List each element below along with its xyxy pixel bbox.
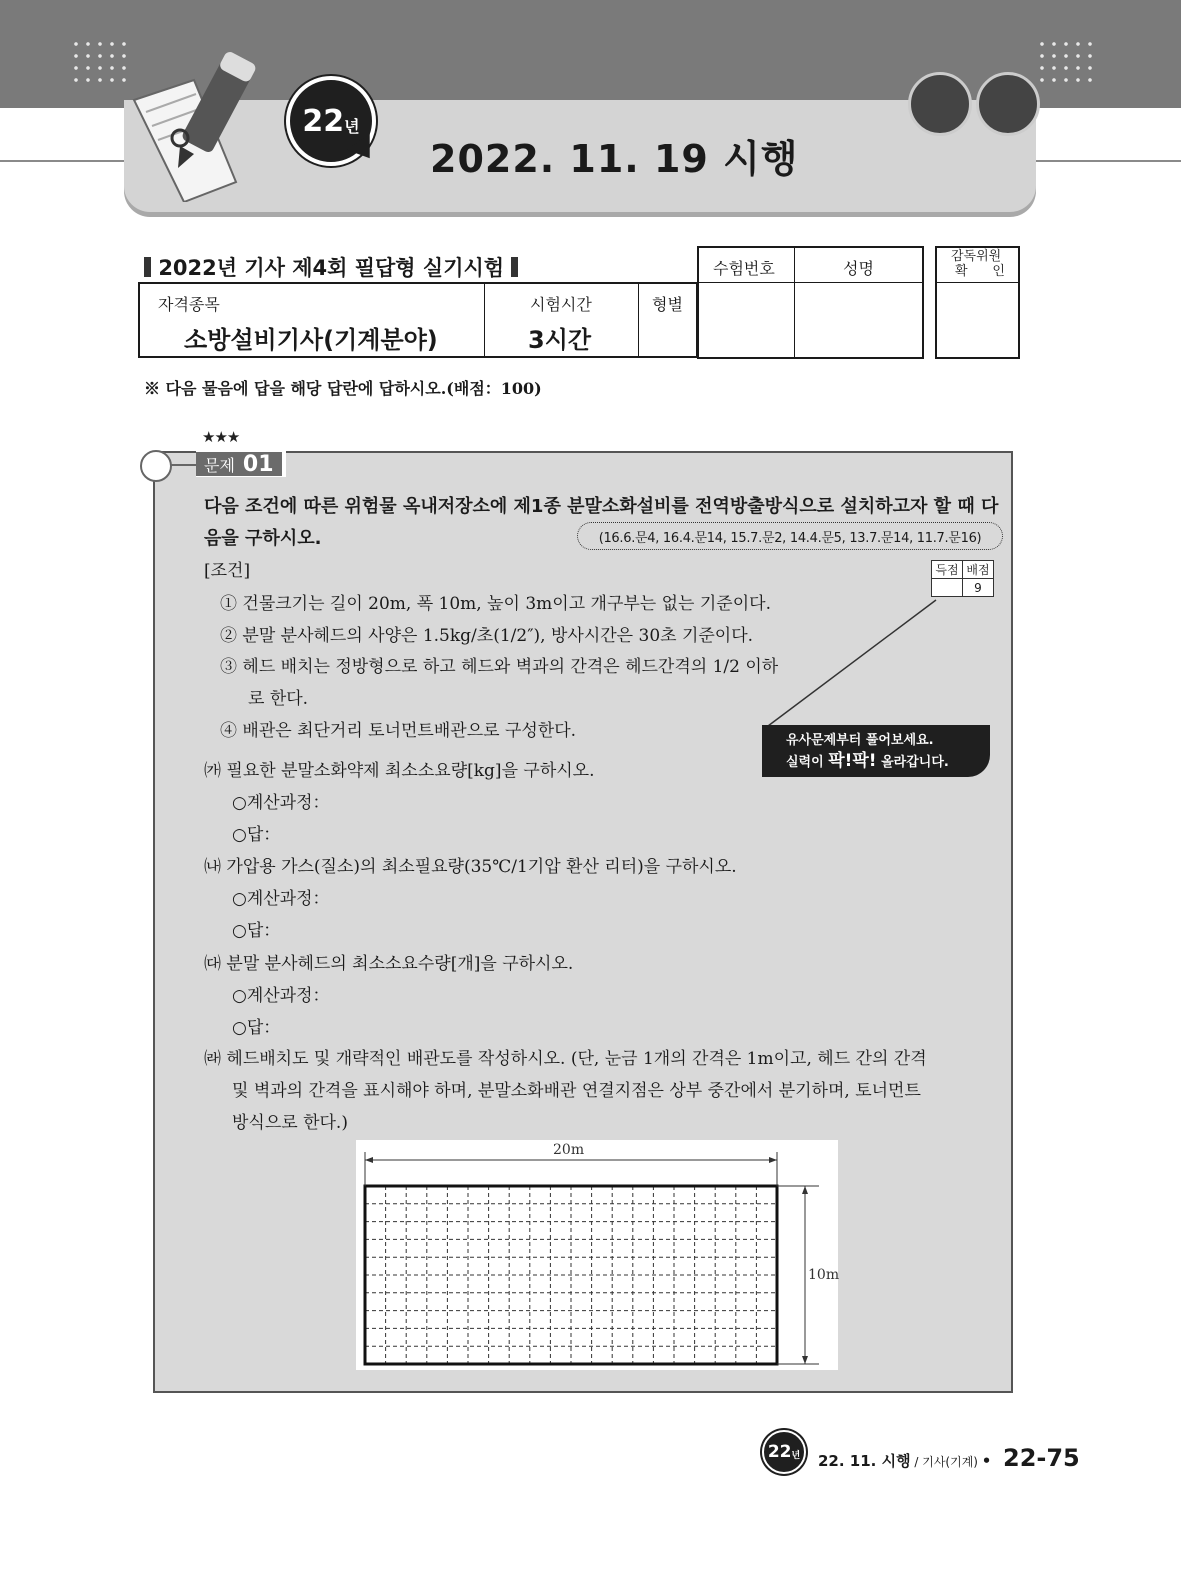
- year-number: 22: [302, 103, 345, 139]
- number-label: 수험번호: [713, 259, 775, 278]
- footer-text: [818, 1450, 991, 1471]
- part-d-line1: ㈑ 헤드배치도 및 개략적인 배관도를 작성하시오. (단, 눈금 1개의 간격은 1m이고, 헤드 간의 간격: [204, 1049, 927, 1069]
- condition-item: ④ 배관은 최단거리 토너먼트배관으로 구성한다.: [220, 721, 577, 741]
- width-arrow-left: [365, 1157, 373, 1163]
- title-bar-right: [511, 257, 518, 277]
- subject-label: 자격종목: [158, 295, 220, 314]
- instruction-text: ※ 다음 물음에 답을 해당 답란에 답하시오.(배점：100): [144, 379, 542, 398]
- width-arrow-right: [769, 1157, 777, 1163]
- condition-item: ① 건물크기는 길이 20m, 폭 10m, 높이 3m이고 개구부는 없는 기준이다.: [220, 594, 771, 614]
- part-d-line2: 및 벽과의 간격을 표시해야 하며, 분말소화배관 연결지점은 상부 중간에서 분기하며, 토너먼트: [232, 1081, 921, 1101]
- part-d-line3: 방식으로 한다.): [232, 1113, 348, 1133]
- part-b-answer: ○답：: [232, 921, 281, 941]
- score-max-value: 9: [963, 579, 994, 597]
- part-c-answer: ○답：: [232, 1018, 281, 1038]
- supervisor-box: [935, 246, 1020, 359]
- part-c-calc: ○계산과정：: [232, 986, 330, 1006]
- score-header-earned: 득점: [932, 561, 963, 579]
- name-label: 성명: [843, 259, 874, 278]
- decor-dots-left: [70, 38, 130, 88]
- part-b-calc: ○계산과정：: [232, 889, 330, 909]
- year-suffix: 년: [344, 116, 360, 136]
- question-number: 01: [242, 451, 274, 477]
- type-label: 형별: [652, 295, 683, 314]
- difficulty-stars: ★★★: [202, 428, 240, 446]
- time-value: 3시간: [528, 326, 592, 354]
- width-dimension-label: 20m: [553, 1142, 585, 1158]
- question-word: 문제: [204, 455, 235, 475]
- footer-year-number: 22: [767, 1442, 792, 1462]
- reference-badge: (16.6.문4, 16.4.문14, 15.7.문2, 14.4.문5, 13.7.문14, 11.7.문16): [577, 522, 1003, 550]
- supervisor-label-2: 확 인: [955, 264, 1005, 279]
- exam-info-table: [138, 282, 698, 358]
- condition-item: ③ 헤드 배치는 정방형으로 하고 헤드와 벽과의 간격은 헤드간격의 1/2 이하: [220, 657, 779, 677]
- footer-year-badge: [762, 1430, 806, 1474]
- candidate-box: [697, 246, 924, 359]
- page-number: 22-75: [1003, 1444, 1080, 1472]
- layout-diagram: [356, 1140, 838, 1370]
- title-bar-left: [144, 257, 151, 277]
- part-a-text: ㈎ 필요한 분말소화약제 최소소요량[kg]을 구하시오.: [204, 761, 595, 781]
- hint-pointer-line: [760, 598, 940, 730]
- hint-callout: [762, 725, 990, 777]
- height-arrow-bottom: [802, 1356, 808, 1364]
- question-stem-line2: 음을 구하시오.: [204, 528, 322, 549]
- question-mark-icon: [140, 450, 172, 482]
- supervisor-label-1: 감독위원: [951, 249, 1002, 264]
- footer-sub: / 기사(기계): [910, 1455, 982, 1469]
- page-title: 2022. 11. 19 시행: [430, 137, 799, 181]
- question-stem-line1: 다음 조건에 따른 위험물 옥내저장소에 제1종 분말소화설비를 전역방출방식으로 설치하고자 할 때 다: [204, 496, 999, 517]
- condition-item: 로 한다.: [248, 689, 309, 709]
- pencil-paper-icon: [124, 42, 274, 202]
- part-a-answer: ○답：: [232, 825, 281, 845]
- conditions-title: [조건]: [204, 561, 251, 581]
- mascot-icon: [908, 72, 972, 136]
- question-number-badge: [196, 452, 282, 476]
- part-a-calc: ○계산과정：: [232, 793, 330, 813]
- footer-year-suffix: 년: [791, 1451, 801, 1461]
- decor-dots-right: [1036, 38, 1096, 88]
- subject-value: 소방설비기사(기계분야): [184, 326, 438, 354]
- score-earned-cell[interactable]: [932, 579, 963, 597]
- condition-item: ② 분말 분사헤드의 사양은 1.5kg/초(1/2″), 방사시간은 30초 기준이다.: [220, 626, 754, 646]
- height-dimension-label: 10m: [808, 1267, 840, 1283]
- footer-bullet: •: [981, 1452, 992, 1470]
- part-c-text: ㈐ 분말 분사헤드의 최소소요수량[개]을 구하시오.: [204, 954, 574, 974]
- hint-line1: 유사문제부터 풀어보세요.: [786, 733, 934, 748]
- exam-title-text: 2022년 기사 제4회 필답형 실기시험: [158, 256, 505, 280]
- exam-title: [144, 252, 518, 282]
- footer-date: 22. 11. 시행: [818, 1452, 911, 1470]
- time-label: 시험시간: [530, 295, 592, 314]
- grid-drawing[interactable]: [356, 1140, 838, 1370]
- hint-line2: 실력이 팍!팍! 올라갑니다.: [786, 751, 949, 771]
- height-arrow-top: [802, 1186, 808, 1194]
- firefighter-icon: [976, 72, 1040, 136]
- score-header-max: 배점: [963, 561, 994, 579]
- score-table: [931, 560, 994, 597]
- part-b-text: ㈏ 가압용 가스(질소)의 최소필요량(35℃/1기압 환산 리터)을 구하시오.: [204, 857, 737, 877]
